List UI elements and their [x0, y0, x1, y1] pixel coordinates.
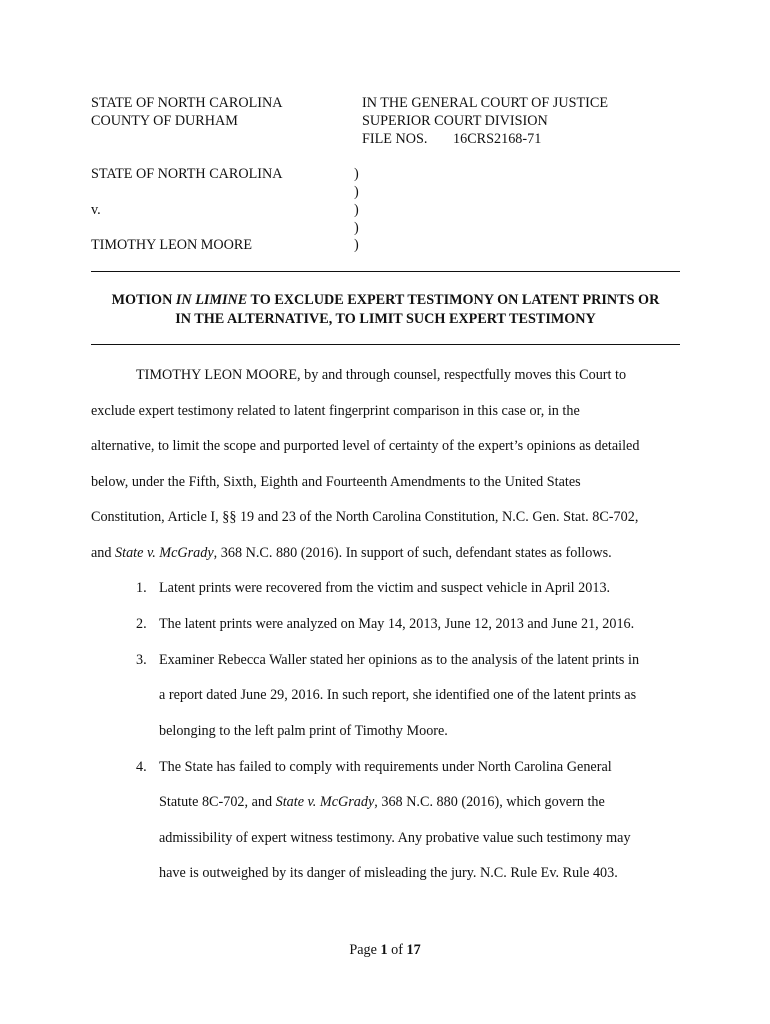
list-item-number: 1. — [136, 580, 147, 596]
list-item-text: Statute 8C-702, and State v. McGrady, 368 N.C. 880 (2016), which govern the — [159, 794, 605, 810]
caption-paren: ) — [354, 220, 359, 236]
list-item-text: a report dated June 29, 2016. In such report, she identified one of the latent prints as — [159, 687, 637, 703]
caption-state: STATE OF NORTH CAROLINA — [91, 95, 283, 111]
caption-county: COUNTY OF DURHAM — [91, 113, 238, 129]
intro-line: and State v. McGrady, 368 N.C. 880 (2016). In support of such, defendant states as follows. — [91, 545, 612, 561]
motion-title-line-1: MOTION IN LIMINE TO EXCLUDE EXPERT TESTIMONY ON LATENT PRINTS OR — [111, 292, 660, 308]
list-item-text: have is outweighed by its danger of misleading the jury. N.C. Rule Ev. Rule 403. — [159, 865, 618, 881]
intro-line: Constitution, Article I, §§ 19 and 23 of the North Carolina Constitution, N.C. Gen. Stat. 8C-702, — [91, 509, 639, 525]
list-item-number: 2. — [136, 616, 147, 632]
intro-line: exclude expert testimony related to latent fingerprint comparison in this case or, in the — [91, 403, 580, 419]
list-item-text: The latent prints were analyzed on May 14, 2013, June 12, 2013 and June 21, 2016. — [159, 616, 635, 632]
caption-paren: ) — [354, 184, 359, 200]
motion-title-line-2: IN THE ALTERNATIVE, TO LIMIT SUCH EXPERT TESTIMONY — [175, 311, 596, 327]
list-item-text: admissibility of expert witness testimony. Any probative value such testimony may — [159, 830, 631, 846]
caption-paren: ) — [354, 202, 359, 218]
caption-paren: ) — [354, 237, 359, 253]
intro-line: TIMOTHY LEON MOORE, by and through counsel, respectfully moves this Court to — [136, 367, 627, 383]
caption-divider — [91, 271, 680, 272]
caption-file-label: FILE NOS. — [362, 131, 428, 147]
list-item-number: 3. — [136, 652, 147, 668]
list-item-text: The State has failed to comply with requirements under North Carolina General — [159, 759, 612, 775]
caption-versus: v. — [91, 202, 101, 218]
list-item-text: Examiner Rebecca Waller stated her opinions as to the analysis of the latent prints in — [159, 652, 640, 668]
caption-defendant: TIMOTHY LEON MOORE — [91, 237, 253, 253]
intro-line: alternative, to limit the scope and purported level of certainty of the expert’s opinions as detailed — [91, 438, 640, 454]
motion-title — [91, 291, 680, 329]
caption-division: SUPERIOR COURT DIVISION — [362, 113, 548, 129]
list-item-number: 4. — [136, 759, 147, 775]
title-divider — [91, 344, 680, 345]
caption-court: IN THE GENERAL COURT OF JUSTICE — [362, 95, 608, 111]
list-item-text: Latent prints were recovered from the victim and suspect vehicle in April 2013. — [159, 580, 611, 596]
caption-paren: ) — [354, 166, 359, 182]
intro-line: below, under the Fifth, Sixth, Eighth and Fourteenth Amendments to the United States — [91, 474, 581, 490]
page-number: 1 — [380, 942, 388, 958]
caption-plaintiff: STATE OF NORTH CAROLINA — [91, 166, 283, 182]
page-footer: Page 1 of 17 — [349, 942, 421, 958]
page-total: 17 — [406, 942, 421, 958]
list-item-text: belonging to the left palm print of Timothy Moore. — [159, 723, 448, 739]
caption-file-number: 16CRS2168-71 — [453, 131, 542, 147]
